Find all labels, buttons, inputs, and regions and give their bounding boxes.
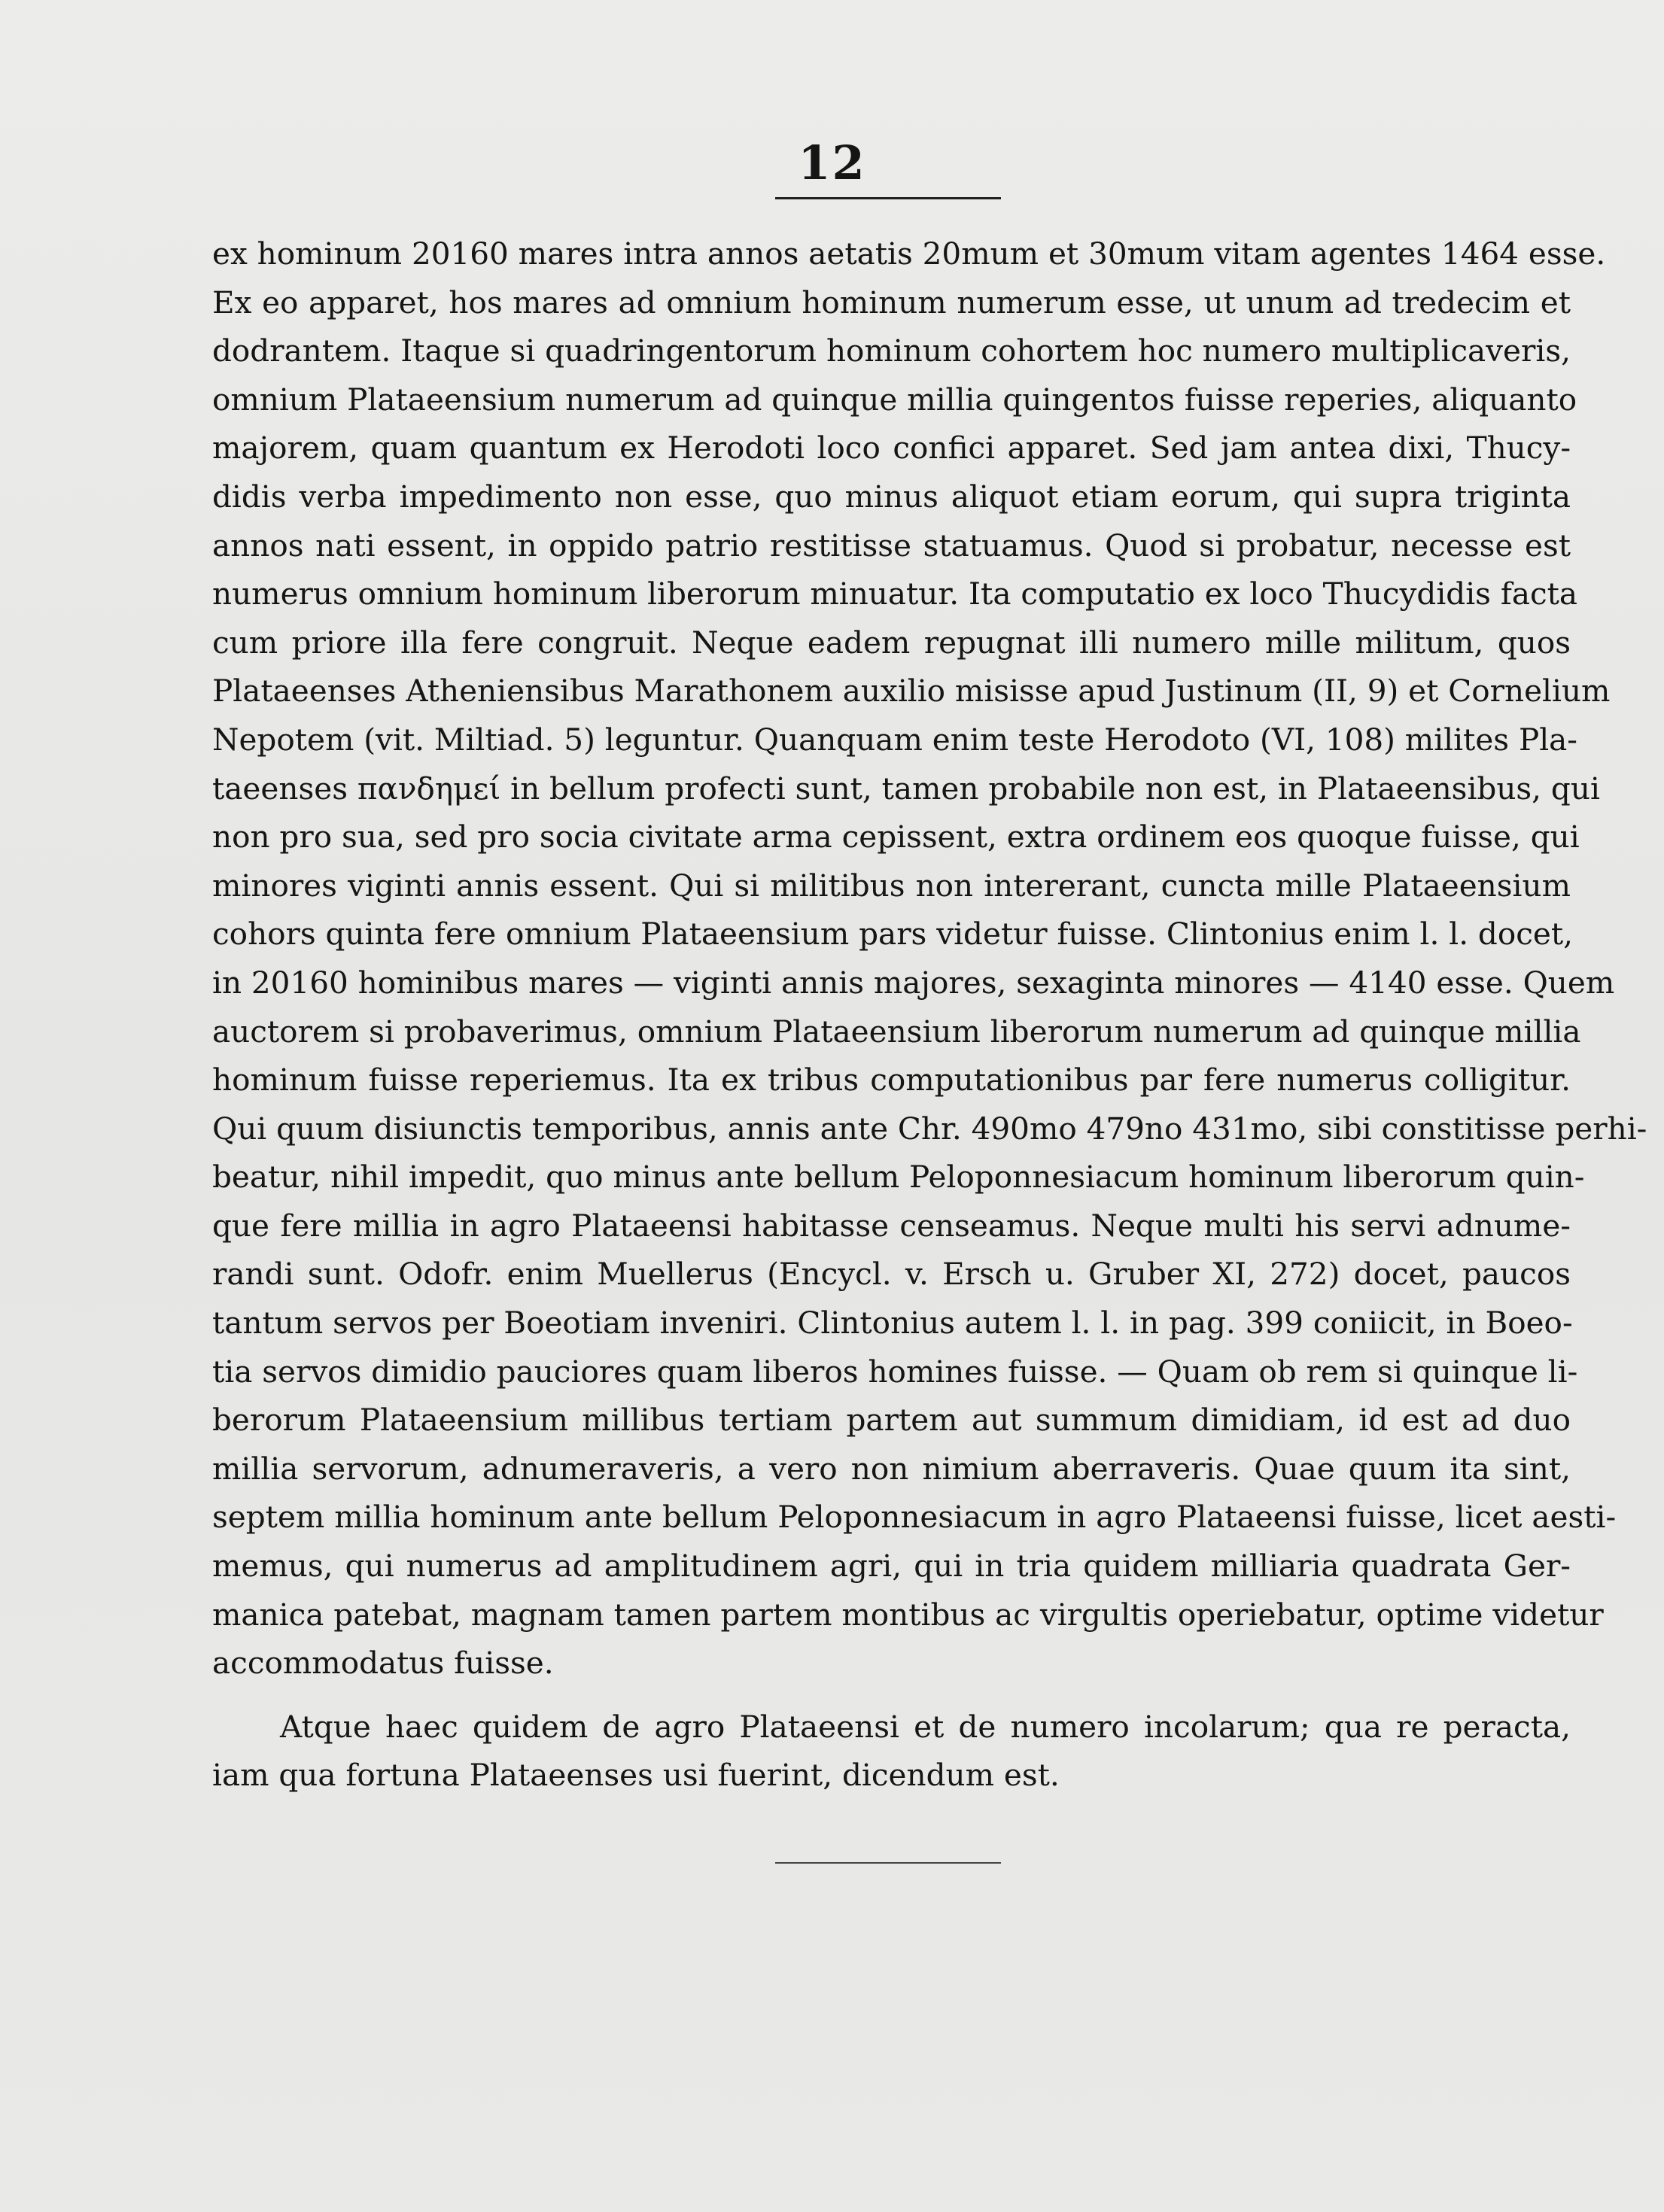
text-line: cum priore illa fere congruit. Neque eadem repugnat illi numero mille militum, quos — [212, 624, 1571, 661]
text-line: Ex eo apparet, hos mares ad omnium hominum numerum esse, ut unum ad tredecim et — [212, 284, 1571, 321]
text-line: randi sunt. Odofr. enim Muellerus (Encycl. v. Ersch u. Gruber XI, 272) docet, paucos — [212, 1256, 1571, 1293]
text-line: memus, qui numerus ad amplitudinem agri, qui in tria quidem milliaria quadrata Ger- — [212, 1548, 1571, 1585]
text-line: taeenses πανδημεί in bellum profecti sunt, tamen probabile non est, in Plataeensibus, qui — [212, 770, 1600, 807]
text-line: majorem, quam quantum ex Herodoti loco confici apparet. Sed jam antea dixi, Thucy- — [212, 430, 1571, 466]
text-line: iam qua fortuna Plataeenses usi fuerint, dicendum est. — [212, 1757, 1060, 1794]
text-line: berorum Plataeensium millibus tertiam partem aut summum dimidiam, id est ad duo — [212, 1402, 1571, 1439]
text-line: que fere millia in agro Plataeensi habitasse censeamus. Neque multi his servi adnume- — [212, 1207, 1571, 1244]
footer-rule — [775, 1862, 1001, 1864]
text-line: Nepotem (vit. Miltiad. 5) leguntur. Quanquam enim teste Herodoto (VI, 108) milites Pla- — [212, 721, 1577, 758]
text-line: numerus omnium hominum liberorum minuatur. Ita computatio ex loco Thucydidis facta — [212, 576, 1578, 612]
text-line: auctorem si probaverimus, omnium Plataeensium liberorum numerum ad quinque millia — [212, 1013, 1581, 1050]
text-line: non pro sua, sed pro socia civitate arma cepissent, extra ordinem eos quoque fuisse, qui — [212, 819, 1580, 855]
text-line: beatur, nihil impedit, quo minus ante bellum Peloponnesiacum hominum liberorum quin- — [212, 1159, 1585, 1196]
text-line: manica patebat, magnam tamen partem montibus ac virgultis operiebatur, optime videtur — [212, 1596, 1604, 1633]
text-line: hominum fuisse reperiemus. Ita ex tribus computationibus par fere numerus colligitur. — [212, 1062, 1571, 1098]
text-line: dodrantem. Itaque si quadringentorum hominum cohortem hoc numero multiplicaveris, — [212, 333, 1571, 369]
text-line: Qui quum disiunctis temporibus, annis ante Chr. 490mo 479no 431mo, sibi constitisse perhi- — [212, 1110, 1647, 1147]
page-number: 12 — [798, 135, 866, 190]
text-line: septem millia hominum ante bellum Peloponnesiacum in agro Plataeensi fuisse, licet aesti- — [212, 1499, 1617, 1536]
header-rule — [775, 197, 1001, 199]
text-line: ex hominum 20160 mares intra annos aetatis 20mum et 30mum vitam agentes 1464 esse. — [212, 235, 1606, 272]
text-line: omnium Plataeensium numerum ad quinque millia quingentos fuisse reperies, aliquanto — [212, 381, 1577, 418]
body-text — [212, 229, 1647, 1800]
text-line: millia servorum, adnumeraveris, a vero non nimium aberraveris. Quae quum ita sint, — [212, 1450, 1571, 1487]
text-line: cohors quinta fere omnium Plataeensium pars videtur fuisse. Clintonius enim l. l. docet, — [212, 916, 1574, 953]
text-line: in 20160 hominibus mares — viginti annis majores, sexaginta minores — 4140 esse. Quem — [212, 964, 1615, 1001]
text-line: Atque haec quidem de agro Plataeensi et de numero incolarum; qua re peracta, — [280, 1708, 1571, 1745]
text-line: tia servos dimidio pauciores quam liberos homines fuisse. — Quam ob rem si quinque li- — [212, 1353, 1578, 1390]
text-line: tantum servos per Boeotiam inveniri. Clintonius autem l. l. in pag. 399 coniicit, in Boeo- — [212, 1305, 1573, 1341]
paragraph-gap — [212, 1688, 1571, 1703]
text-line: accommodatus fuisse. — [212, 1645, 554, 1682]
text-line: annos nati essent, in oppido patrio restitisse statuamus. Quod si probatur, necesse est — [212, 527, 1571, 564]
text-line: didis verba impedimento non esse, quo minus aliquot etiam eorum, qui supra triginta — [212, 478, 1571, 515]
text-line: minores viginti annis essent. Qui si militibus non intererant, cuncta mille Plataeensium — [212, 867, 1571, 904]
text-line: Plataeenses Atheniensibus Marathonem auxilio misisse apud Justinum (II, 9) et Cornelium — [212, 673, 1611, 709]
